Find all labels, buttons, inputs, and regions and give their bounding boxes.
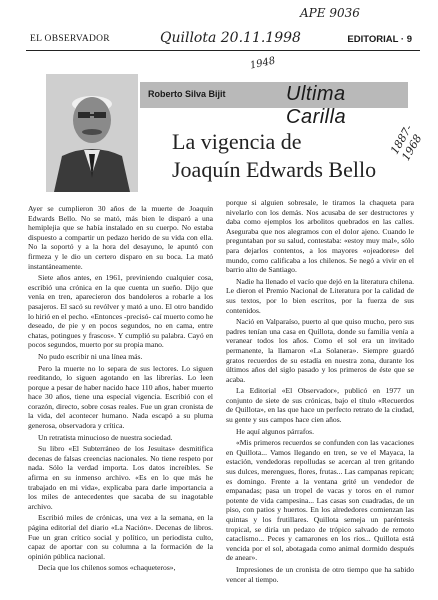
handwritten-archive-code: APE 9036 xyxy=(300,6,360,20)
article-paragraph: La Editorial «El Observador», publicó en 1977 un conjunto de siete de sus crónicas, bajo el título «Recuerdos de Quillota», en las que hace un perfecto retrato de la ciudad, su gente y sus campos hace cien años. xyxy=(226,386,414,425)
article-quote: «Mis primeros recuerdos se confunden con las vacaciones en Quillota... Vamos llegando en tren, se ve el Mayaca, la estación, vendedoras repolludas se acercan al tren gritando sus dulces, merengues, flores, frutas... Las campanas repican; es domingo. Frente a la ventana grité un vendedor de empanadas; pasa un tropel de vacas y toros en el rumor potente de vida campesina... Las casas son cuadradas, de un piso, con patios y huertos. En los alrededores comienzan las quintas y los frutillares. Quillota semeja un paréntesis tropical, se diría un pedazo de trópico salvado de remoto cataclismo... Peces y camarones en los ríos... Quillota está vencida por el sol, abotagada como animal dormido después de anear». xyxy=(226,438,414,563)
article-paragraph: No pudo escribir ni una línea más. xyxy=(38,351,143,361)
portrait-illustration xyxy=(46,74,138,192)
article-paragraph: Su libro «El Subterráneo de los Jesuitas» desmitifica decenas de falsas creencias nacionales. No tiene respeto por nada. Sólo la verdad importa. Los datos increíbles. Se afirma en su inmenso archivo. «Es en lo que más he trabajado en mi vida», explicaba para darle importancia a los miles de antecedentes que sacaba de su inagotable archivo. xyxy=(28,444,213,511)
article-paragraph: Decía que los chilenos somos «chaqueteros», xyxy=(38,563,176,573)
column-header-bar xyxy=(140,82,408,128)
publication-name: EL OBSERVADOR xyxy=(30,34,110,44)
author-byline: Roberto Silva Bijit xyxy=(148,89,226,99)
article-paragraph: Impresiones de un cronista de otro tiempo que ha sabido vencer al tiempo. xyxy=(226,564,414,584)
article-paragraph: Pero la muerte no lo separa de sus lectores. Lo siguen reeditando, lo siguen agotando en las librerías. Lo leen porque a pesar de haber nacido hace 110 años, haber muerto hace 30 años, tiene una especial vigencia. Escribió con el corazón, directo, sobre cosas reales. Fue un gran cronista de la vida, del acontecer humano. Nada escapó a su pluma generosa, observadora y crítica. xyxy=(28,363,213,431)
handwritten-date: Quillota 20.11.1998 xyxy=(160,30,301,46)
article-paragraph: Un retratista minucioso de nuestra sociedad. xyxy=(38,432,173,442)
column-name: Ultima Carilla xyxy=(286,83,347,128)
article-paragraph: Nació en Valparaíso, puerto al que quiso mucho, pero sus padres tenían una casa en Quillota, donde su familia venía a veranear todos los años. Como el sol era un invitado permanente, la llamaron «La Solanera». Siempre guardó gratos recuerdos de su estadía en nuestra zona, durante los últimos años del siglo pasado y los primeros de éste que se acaba. xyxy=(226,317,414,384)
article-paragraph: Escribió miles de crónicas, una vez a la semana, en la página editorial del diario «La Nación». Decenas de libros. Fue un gran crítico social y político, un periodista culto, capaz de aportar con su columna a la formación de la opinión pública nacional. xyxy=(28,513,213,561)
section-label: EDITORIAL · 9 xyxy=(347,34,412,45)
article-paragraph: porque si alguien sobresale, le tiramos la chaqueta para nivelarlo con los demás. Nos acusaba de ser destructores y daba como ejemplos los arbolitos quebrados en las calles. Aseguraba que nos alegramos con el dolor ajeno. Cuando le preguntaban por su salud, contestaba: «estoy muy mal», sólo para dejarlos contentos, a los mayores «ojeadores» del mundo, como calificaba a los chilenos. Se negó a vivir en el barrio alto de Santiago. xyxy=(226,198,414,275)
title-line-2: Joaquín Edwards Bello xyxy=(172,157,377,182)
article-paragraph: Nadie ha llenado el vacío que dejó en la literatura chilena. Le dieron el Premio Nacional de Literatura por la calidad de sus textos, por lo bien escritos, por la fuerza de sus contenidos. xyxy=(226,276,414,315)
handwritten-years-side: 1887-1968 xyxy=(388,122,425,163)
article-title xyxy=(172,128,392,184)
article-column-left xyxy=(28,204,213,590)
title-line-1: La vigencia de xyxy=(172,129,302,154)
article-paragraph: He aquí algunos párrafos. xyxy=(236,426,315,436)
article-paragraph: Siete años antes, en 1961, previniendo cualquier cosa, escribió una crónica en la que cuenta un sueño. Dijo que venía en tren, aparecieron dos bandoleros a robarle a los pasajeros. El sacó su revólver y mató a uno. El otro bandido lo hirió en el pecho. «Entonces -precisó- caí muerto como he deseado, de pie y en pocos segundos, no en cama, entre chatas, potingues y frascos». Y cumplió su palabra. Cayó en pocos segundos, muerto por su propia mano. xyxy=(28,273,213,350)
author-portrait-photo xyxy=(46,74,138,192)
article-column-right xyxy=(226,198,414,588)
handwritten-year: 1948 xyxy=(249,55,277,72)
article-paragraph: Ayer se cumplieron 30 años de la muerte de Joaquín Edwards Bello. No se mató, más bien le disparó a una hemiplejia que se había instalado en su cuerpo. No estaba dispuesto a compartir un pedazo herido de su vida con ella. No la soportó y a la hora del desayuno, le apuntó con firmeza y le dio un certero disparo en su boca. La mató instantáneamente. xyxy=(28,204,213,271)
